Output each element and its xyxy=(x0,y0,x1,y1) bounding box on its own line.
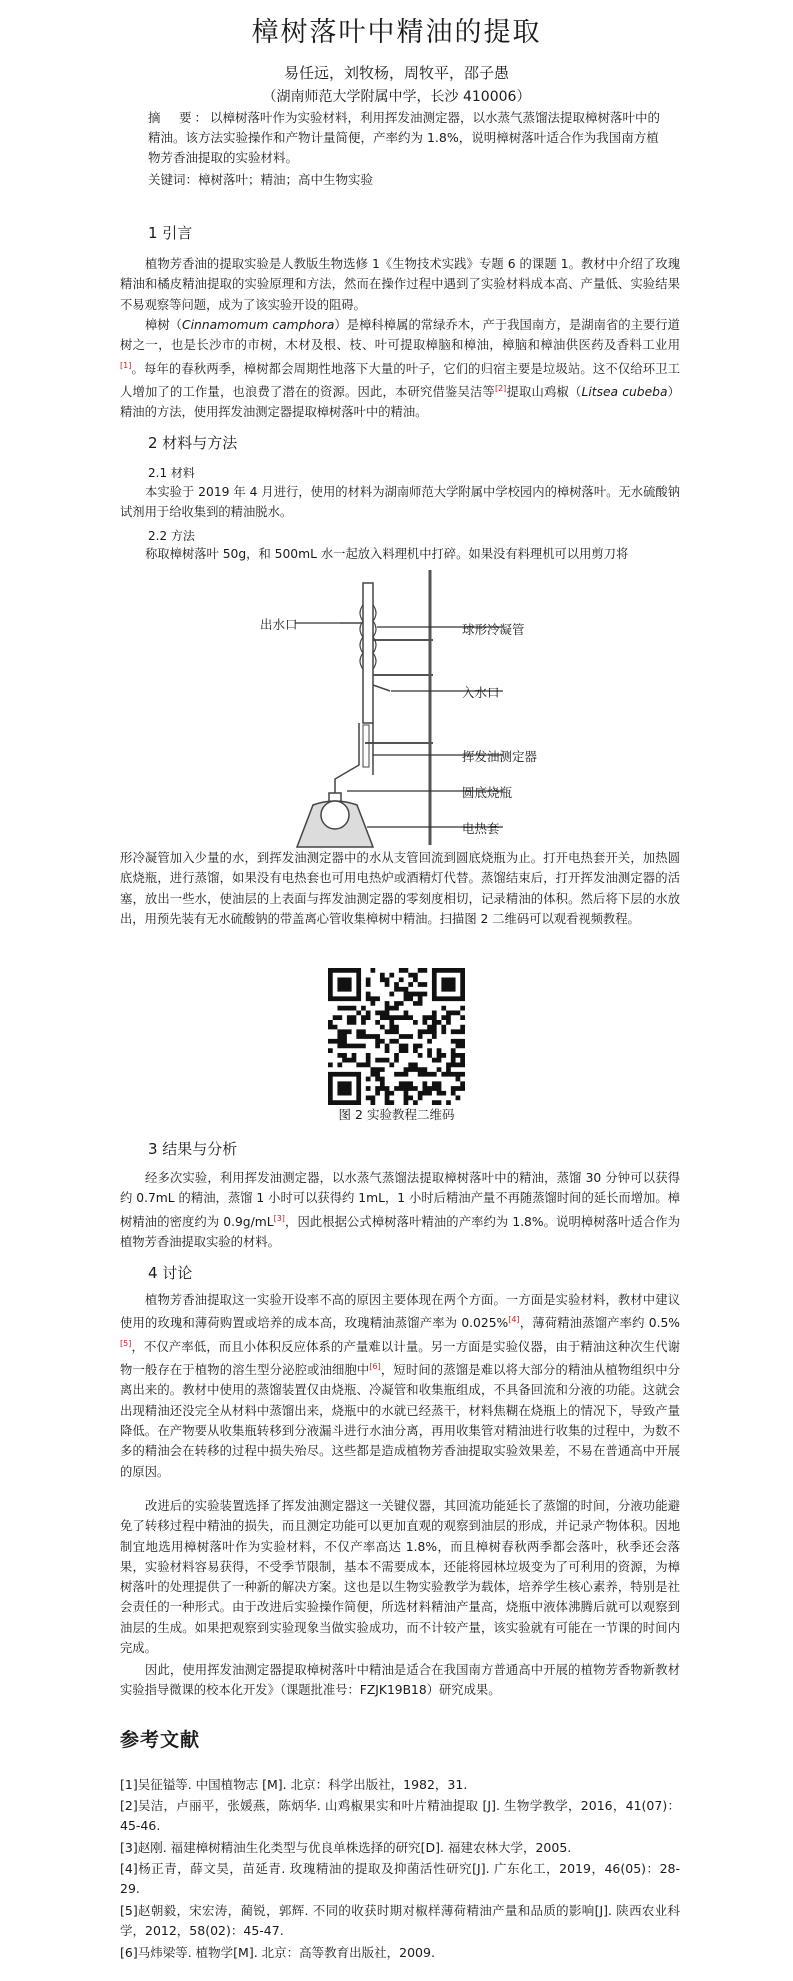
citation-2[interactable]: [2] xyxy=(494,383,507,393)
s1p2-a: 樟树（ xyxy=(145,318,183,332)
reference-item: [2]吴洁，卢丽平，张媛燕，陈炳华. 山鸡椒果实和叶片精油提取 [J]. 生物学教学，2016，41(07)：45-46. xyxy=(120,1798,680,1833)
reference-item: [1]吴征镒等. 中国植物志 [M]. 北京：科学出版社，1982，31. xyxy=(120,1777,468,1792)
citation-5[interactable]: [5] xyxy=(120,1338,132,1348)
citation-1[interactable]: [1] xyxy=(120,360,132,370)
label-outlet: 出水口 xyxy=(260,617,298,632)
round-bottom-flask xyxy=(321,801,349,829)
citation-4[interactable]: [4] xyxy=(508,1315,520,1325)
s1p2-d: 提取山鸡椒（ xyxy=(506,385,582,400)
abstract-text: 以樟树落叶作为实验材料，利用挥发油测定器，以水蒸气蒸馏法提取樟树落叶中的精油。该方法实验操作和产物计量简便，产率约为 1.8%，说明樟树落叶适合作为我国南方植物芳香油提取的实验材料。 xyxy=(148,110,661,165)
section-1-paragraph-1: 植物芳香油的提取实验是人教版生物选修 1《生物技术实践》专题 6 的课题 1。教材中介绍了玫瑰精油和橘皮精油提取的实验原理和方法，然而在操作过程中遇到了实验材料成本高、产量低、实验结果不易观察等问题，成为了该实验开设的阻碍。 xyxy=(120,257,680,312)
paper-affiliation: （湖南师范大学附属中学，长沙 410006） xyxy=(262,89,531,105)
s1p2-b: ）是樟科樟属的常绿乔木，产于我国南方，是湖南省的主要行道树之一，也是长沙市的市树，木材及根、枝、叶可提取樟脑和樟油，樟脑和樟油供医药及香料工业用 xyxy=(120,318,680,353)
label-condenser: 球形冷凝管 xyxy=(462,622,525,637)
s4p1-a: 植物芳香油提取这一实验开设率不高的原因主要体现在两个方面。一方面是实验材料，教材中建议使用的玫瑰和薄荷购置或培养的成本高，玫瑰精油蒸馏产率为 0.025% xyxy=(120,1293,680,1331)
reference-item: [4]杨正青，薛文昊，苗延青. 玫瑰精油的提取及抑菌活性研究[J]. 广东化工，2019，46(05)：28-29. xyxy=(120,1861,680,1896)
condenser-tube xyxy=(363,583,373,723)
abstract xyxy=(148,108,668,168)
s3p1-a: 经多次实验，利用挥发油测定器，以水蒸气蒸馏法提取樟树落叶中的精油，蒸馏 30 分钟可以获得约 0.7mL 的精油，蒸馏 1 小时可以获得约 1mL，1 小时后精油产量不再随蒸馏时间的延长而增加。樟树精油的密度约为 0.9g/mL xyxy=(120,1171,680,1229)
reference-item: [6]马炜梁等. 植物学[M]. 北京：高等教育出版社，2009. xyxy=(120,1945,435,1960)
section-1-title: 1 引言 xyxy=(148,224,193,242)
s4p1-b: ，薄荷精油蒸馏产率约 0.5% xyxy=(519,1316,680,1331)
qr-modules xyxy=(328,968,465,1105)
label-flask: 圆底烧瓶 xyxy=(462,785,513,800)
apparatus-diagram xyxy=(255,565,575,850)
section-4-paragraph-1 xyxy=(120,1290,680,1482)
figure-2-caption: 图 2 实验教程二维码 xyxy=(338,1107,455,1122)
oil-meter-tube xyxy=(335,723,359,795)
inlet-tube xyxy=(373,685,390,691)
section-3-paragraph xyxy=(120,1168,680,1252)
reference-item: [5]赵朝毅，宋宏涛，蔺锐，郭辉. 不同的收获时期对椒样薄荷精油产量和品质的影响[J]. 陕西农业科学，2012，58(02)：45-47. xyxy=(120,1903,680,1938)
keywords-text: 樟树落叶；精油；高中生物实验 xyxy=(198,172,374,187)
reference-item: [3]赵刚. 福建樟树精油生化类型与优良单株选择的研究[D]. 福建农林大学，2005. xyxy=(120,1840,572,1855)
abstract-label: 摘 要： xyxy=(148,110,211,125)
paper-title: 樟树落叶中精油的提取 xyxy=(251,17,542,48)
keywords xyxy=(148,170,373,188)
section-4-title: 4 讨论 xyxy=(148,1264,193,1282)
latin-name-camphora: Cinnamomum camphora xyxy=(182,318,335,332)
paper-authors: 易任远，刘牧杨，周牧平，邵子愚 xyxy=(283,64,509,82)
section-2-title: 2 材料与方法 xyxy=(148,434,238,452)
s1p2-c: 。每年的春秋两季，樟树都会周期性地落下大量的叶子，它们的归宿主要是垃圾站。这不仅给环卫工人增加了的工作量，也浪费了潜在的资源。因此，本研究借鉴吴洁等 xyxy=(120,361,680,400)
references-title: 参考文献 xyxy=(120,1729,201,1751)
s4p1-c: ，不仅产率低，而且小体积反应体系的产量难以计量。另一方面是实验仪器，由于精油这种次生代谢物一般存在于植物的溶生型分泌腔或油细胞中 xyxy=(120,1339,680,1378)
citation-6[interactable]: [6] xyxy=(369,1362,381,1372)
s3p1-b: ，因此根据公式樟树落叶精油的产率约为 1.8%。说明樟树落叶适合作为植物芳香油提取实验的材料。 xyxy=(120,1214,681,1249)
section-2-1-paragraph: 本实验于 2019 年 4 月进行，使用的材料为湖南师范大学附属中学校园内的樟树落叶。无水硫酸钠试剂用于给收集到的精油脱水。 xyxy=(120,485,680,520)
latin-name-litsea: Litsea cubeba xyxy=(581,385,668,400)
label-oil-meter: 挥发油测定器 xyxy=(462,749,538,764)
section-2-2-title: 2.2 方法 xyxy=(148,529,195,543)
s1p2-e: ）精油的方法，使用挥发油测定器提取樟树落叶中的精油。 xyxy=(120,385,680,420)
section-4-paragraph-3: 因此，使用挥发油测定器提取樟树落叶中精油是适合在我国南方普通高中开展的植物芳香物新教材实验指导微课的校本化开发》（课题批准号：FZJK19B18）研究成果。 xyxy=(120,1663,680,1698)
s4p1-d: ，短时间的蒸馏是难以将大部分的精油从植物组织中分离出来的。教材中使用的蒸馏装置仅由烧瓶、冷凝管和收集瓶组成，不具备回流和分液的功能。这就会出现精油还没完全从材料中蒸馏出来，烧瓶中的水就已经蒸干，材料焦糊在烧瓶上的情况下，导致产量降低。在产物要从收集瓶转移到分液漏斗进行水油分离，再用收集管对精油进行收集的过程中，为数不多的精油会在转移的过程中损失殆尽。这些都是造成植物芳香油提取实验效果差，不易在普通高中开展的原因。 xyxy=(120,1363,680,1479)
section-2-2-paragraph-1: 称取樟树落叶 50g，和 500mL 水一起放入料理机中打碎。如果没有料理机可以用剪刀将 xyxy=(145,547,629,561)
section-1-paragraph-2 xyxy=(120,315,680,423)
label-inlet: 入水口 xyxy=(462,685,500,700)
qr-code[interactable] xyxy=(328,968,465,1105)
section-4-paragraph-2: 改进后的实验装置选择了挥发油测定器这一关键仪器，其回流功能延长了蒸馏的时间，分液功能避免了转移过程中精油的损失，而且测定功能可以更加直观的观察到油层的形成，并记录产物体积。因地制宜地选用樟树落叶作为实验材料，不仅产率高达 1.8%，而且樟树春秋两季都会落叶，秋季还会落果，实验材料容易获得，不受季节限制，基本不需要成本，还能将园林垃圾变为了可利用的资源，为樟树落叶的处理提供了一种新的解决方案。这也是以生物实验教学为载体，培养学生核心素养，特别是社会责任的一种形式。由于改进后实验操作简便，所选材料精油产量高，烧瓶中液体沸腾后就可以观察到油层的生成。如果把观察到实验现象当做实验成功，而不计较产量，该实验就有可能在一节课的时间内完成。 xyxy=(120,1499,680,1656)
section-3-title: 3 结果与分析 xyxy=(148,1140,238,1158)
citation-3[interactable]: [3] xyxy=(273,1213,285,1223)
keywords-label: 关键词： xyxy=(148,172,199,187)
label-heater: 电热套 xyxy=(462,821,500,836)
section-2-1-title: 2.1 材料 xyxy=(148,466,195,480)
section-2-2-paragraph-2: 形冷凝管加入少量的水，到挥发油测定器中的水从支管回流到圆底烧瓶为止。打开电热套开关，加热圆底烧瓶，进行蒸馏，如果没有电热套也可用电热炉或酒精灯代替。蒸馏结束后，打开挥发油测定器的活塞，放出一些水，使油层的上表面与挥发油测定器的零刻度相切，记录精油的体积。然后将下层的水放出，用预先装有无水硫酸钠的带盖离心管收集樟树中精油。扫描图 2 二维码可以观看视频教程。 xyxy=(120,851,680,926)
